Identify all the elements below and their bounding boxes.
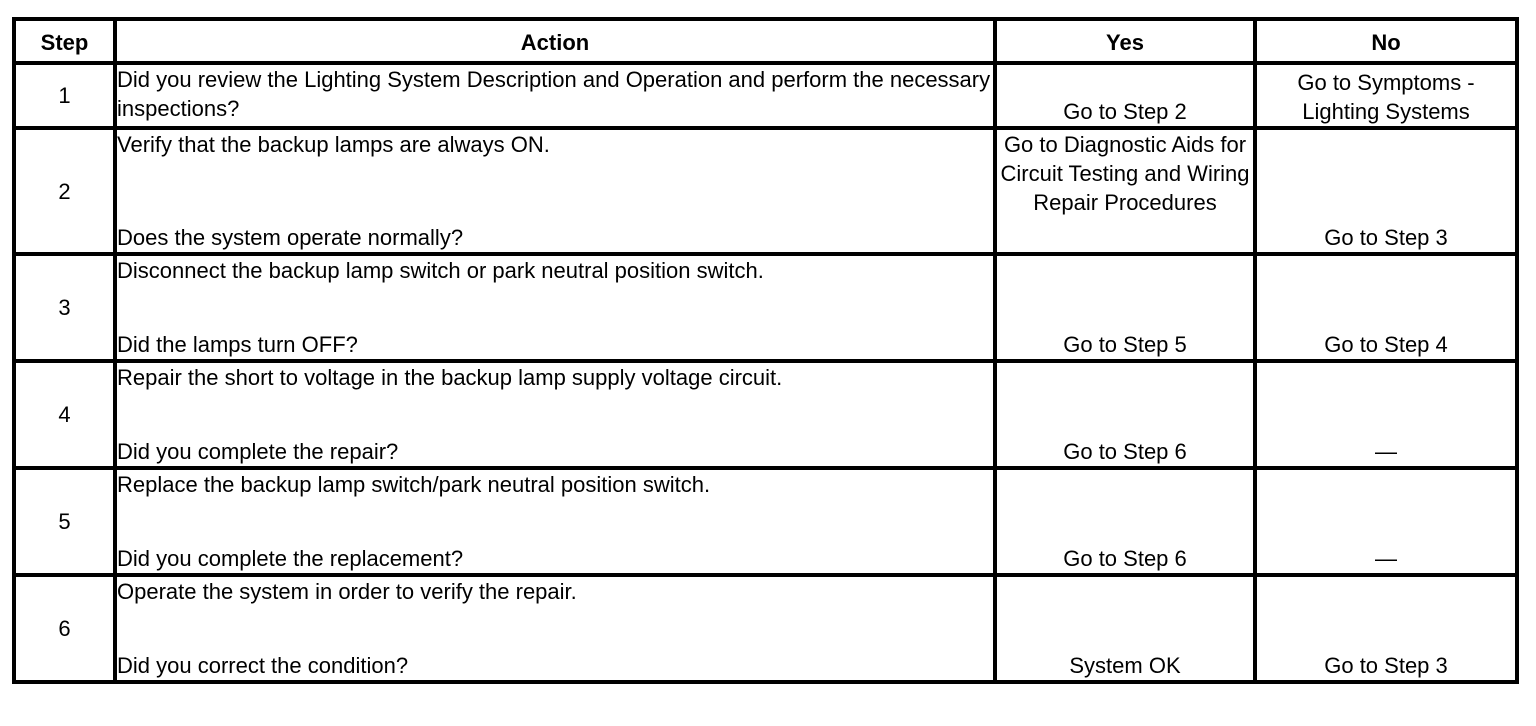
no-cell: Go to Step 3 [1255, 575, 1517, 682]
action-instruction: Replace the backup lamp switch/park neutral position switch. [117, 472, 711, 497]
action-cell [115, 361, 995, 468]
step-number: 2 [14, 128, 115, 254]
action-instruction: Verify that the backup lamps are always ON. [117, 132, 550, 157]
no-cell: Go to Symptoms - Lighting Systems [1255, 63, 1517, 128]
action-question: Did the lamps turn OFF? [117, 332, 358, 357]
table-row [14, 254, 1517, 361]
table-row [14, 63, 1517, 128]
action-instruction: Operate the system in order to verify the repair. [117, 579, 577, 604]
no-cell: Go to Step 4 [1255, 254, 1517, 361]
action-cell [115, 254, 995, 361]
header-step: Step [14, 19, 115, 63]
yes-cell: Go to Step 2 [995, 63, 1255, 128]
step-number: 5 [14, 468, 115, 575]
no-cell: Go to Step 3 [1255, 128, 1517, 254]
yes-cell: Go to Step 6 [995, 468, 1255, 575]
table-row [14, 468, 1517, 575]
step-number: 6 [14, 575, 115, 682]
step-number: 1 [14, 63, 115, 128]
yes-cell: System OK [995, 575, 1255, 682]
action-question: Does the system operate normally? [117, 225, 464, 250]
header-yes: Yes [995, 19, 1255, 63]
table-row [14, 361, 1517, 468]
no-cell: — [1255, 468, 1517, 575]
action-text: Did you review the Lighting System Description and Operation and perform the necessary inspections? [117, 67, 991, 121]
action-question: Did you complete the repair? [117, 439, 399, 464]
header-action: Action [115, 19, 995, 63]
header-no: No [1255, 19, 1517, 63]
step-number: 3 [14, 254, 115, 361]
action-cell [115, 128, 995, 254]
action-cell [115, 468, 995, 575]
diagnostic-table [12, 17, 1519, 684]
header-row [14, 19, 1517, 63]
yes-cell: Go to Diagnostic Aids for Circuit Testing and Wiring Repair Procedures [995, 128, 1255, 254]
yes-cell: Go to Step 5 [995, 254, 1255, 361]
step-number: 4 [14, 361, 115, 468]
action-instruction: Disconnect the backup lamp switch or park neutral position switch. [117, 258, 764, 283]
action-instruction: Repair the short to voltage in the backup lamp supply voltage circuit. [117, 365, 783, 390]
table-row [14, 128, 1517, 254]
table-row [14, 575, 1517, 682]
action-question: Did you complete the replacement? [117, 546, 464, 571]
no-cell: — [1255, 361, 1517, 468]
action-cell [115, 63, 995, 128]
action-question: Did you correct the condition? [117, 653, 409, 678]
action-cell [115, 575, 995, 682]
yes-cell: Go to Step 6 [995, 361, 1255, 468]
